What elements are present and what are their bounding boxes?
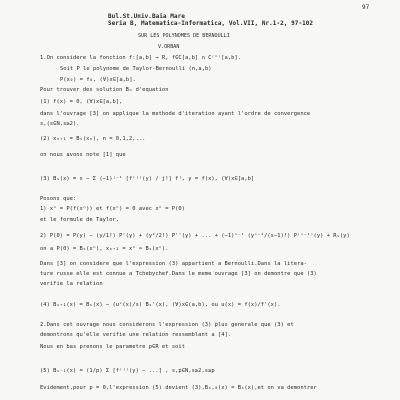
paper-author: V.ORBAN bbox=[158, 44, 180, 50]
text-line-6: s,(s∈N,s≥2). bbox=[40, 121, 80, 127]
text-line-5: dans l'ouvrage [3] on applique la methode d'iteration ayant l'ordre de convergence bbox=[40, 111, 311, 117]
item-1: 1) xⁿ = P(f(xⁿ)) et f(xⁿ) = 0 avec xⁿ = P(0) bbox=[40, 206, 185, 212]
text-line-11: Dans [3] on considere que l'expression (3) appartient a Bernoulli.Dans la litera- bbox=[40, 261, 307, 267]
text-line-4: Pour trouver des solution Bₙ d'equation bbox=[40, 87, 169, 93]
text-line-2: Soit P le polynome de Taylor-Bernoulli (n,a,b) bbox=[60, 66, 212, 72]
equation-2: (2) xₙ₊₁ = Bₛ(xₙ), n = 0,1,2,... bbox=[40, 136, 146, 142]
text-line-1: 1.On considere la fonction f:[a,b] → R, f∈C[a,b] ∩ C⁽ⁿ⁾[a,b]. bbox=[40, 55, 242, 61]
page-number: 97 bbox=[362, 4, 370, 11]
text-line-7: on nous avons note [1] que bbox=[40, 152, 126, 158]
text-line-10: on a P(0) = Bₛ(xⁿ), xₙ₊₁ = xⁿ ≈ Bₛ(xⁿ). bbox=[40, 246, 169, 252]
text-line-16: Nous en bas prenons le parametre p∈R et soit bbox=[40, 344, 185, 350]
equation-4: (4) Bₛ₊₁(x) = Bₛ(x) − (uˢ(x)/s) Bₛ'(x), (∀)x∈(a,b), ou u(x) = f(x)/f'(x). bbox=[40, 302, 281, 308]
paper-title: SUR LES POLYNOMES DE BERNOULLI bbox=[138, 33, 230, 39]
text-line-3: P(x₀) = f₀, (∀)x∈[a,b]. bbox=[60, 77, 136, 83]
text-line-12: ture russe elle est connue a Tchebychef.Dans le meme ouvrage [3] on demontre que (3) bbox=[40, 271, 317, 277]
item-2: 2) P(0) = P(y) − (y/1!) P'(y) + (y²/2!) P''(y) + ... + (−1)ˢ⁻¹ (yˢ⁻¹/(s−1)!) P⁽ˢ⁻¹⁾(y) + Rₛ(y) bbox=[40, 233, 350, 239]
equation-5: (5) Bₛ₋₁(x) = (1/p) Σ [f⁽ʲ⁾(y) − ...] , s,p∈N,s≥2,s≥p bbox=[40, 368, 215, 374]
equation-3: (3) Bₛ(x) = x − Σ (−1)ʲ⁻¹ [f⁽ʲ⁾(y) / j!] fʲ, y = f(x), (∀)x∈[a,b] bbox=[40, 176, 255, 182]
journal-line-1: Bul.St.Univ.Baia Mare bbox=[108, 13, 185, 20]
text-line-15: demontrons qu'elle verifie une relation ressemblant a [4]. bbox=[40, 332, 232, 338]
text-line-13: verifie la relation bbox=[40, 281, 103, 287]
text-line-14: 2.Dans cet ouvrage nous considerons l'expression (3) plus generale que (3) et bbox=[40, 322, 294, 328]
journal-line-2: Seria B, Matematica-Informatica, Vol.VII, Nr.1-2, 97-102 bbox=[108, 20, 314, 27]
equation-1: (1) f(x) = 0, (∀)x∈[a,b], bbox=[40, 99, 123, 105]
text-line-8: Posons que: bbox=[40, 196, 77, 202]
text-line-17: Evidement,pour p = 0,l'expression (5) devient (3),Bₛ,₀(x) = Bₛ(x),et on va demontrer bbox=[40, 385, 317, 391]
text-line-9: et le formule de Taylor, bbox=[40, 217, 120, 223]
